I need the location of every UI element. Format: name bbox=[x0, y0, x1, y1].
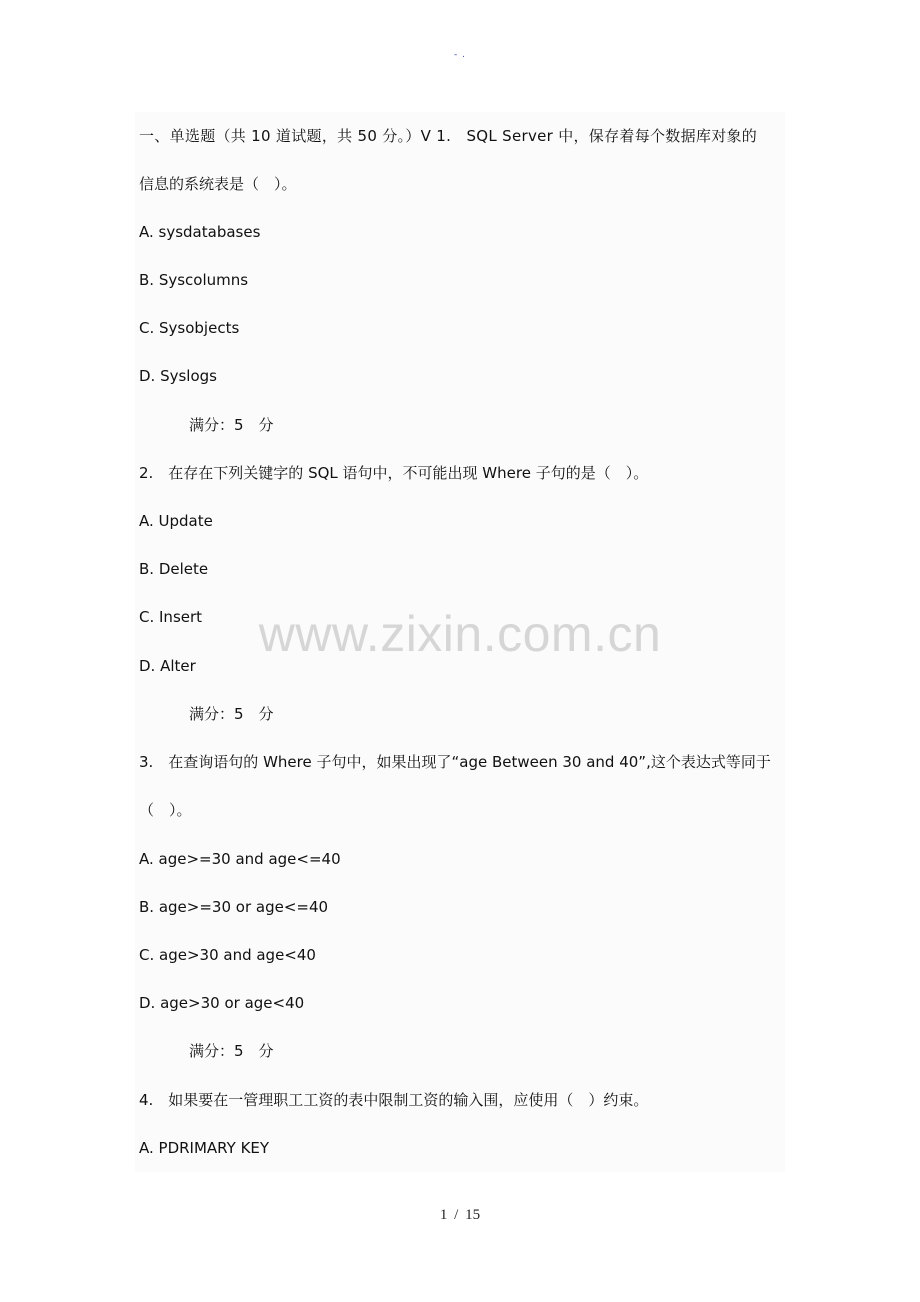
section-heading-question-1: 一、单选题（共 10 道试题，共 50 分。）V 1. SQL Server 中，保存着每个数据库对象的 bbox=[139, 127, 758, 145]
q2-option-b: B. Delete bbox=[139, 560, 209, 578]
q2-option-c: C. Insert bbox=[139, 608, 203, 626]
q1-option-b: B. Syscolumns bbox=[139, 271, 249, 289]
q4-option-a: A. PDRIMARY KEY bbox=[139, 1139, 270, 1157]
q2-score: 满分：5 分 bbox=[189, 705, 274, 723]
q3-option-a: A. age>=30 and age<=40 bbox=[139, 850, 341, 868]
q3-option-b: B. age>=30 or age<=40 bbox=[139, 898, 329, 916]
question-2-text: 2. 在存在下列关键字的 SQL 语句中，不可能出现 Where 子句的是（ ）。 bbox=[139, 464, 649, 482]
page-number: 1 / 15 bbox=[439, 1207, 481, 1223]
q2-option-a: A. Update bbox=[139, 512, 213, 530]
watermark: www.zixin.com.cn bbox=[258, 606, 662, 662]
question-3-text: 3. 在查询语句的 Where 子句中，如果出现了“age Between 30 and 40”,这个表达式等同于 bbox=[139, 753, 771, 771]
question-4-text: 4. 如果要在一管理职工工资的表中限制工资的输入围，应使用（ ）约束。 bbox=[139, 1091, 649, 1109]
q1-option-a: A. sysdatabases bbox=[139, 223, 261, 241]
q3-option-d: D. age>30 or age<40 bbox=[139, 994, 305, 1012]
question-1-text-continued: 信息的系统表是（ ）。 bbox=[139, 175, 297, 193]
header-mark: - . bbox=[454, 50, 466, 60]
question-3-text-continued: （ ）。 bbox=[139, 801, 192, 819]
q1-option-c: C. Sysobjects bbox=[139, 319, 240, 337]
q1-score: 满分：5 分 bbox=[189, 416, 274, 434]
q2-option-d: D. Alter bbox=[139, 657, 196, 675]
q1-option-d: D. Syslogs bbox=[139, 367, 217, 385]
q3-option-c: C. age>30 and age<40 bbox=[139, 946, 316, 964]
q3-score: 满分：5 分 bbox=[189, 1042, 274, 1060]
